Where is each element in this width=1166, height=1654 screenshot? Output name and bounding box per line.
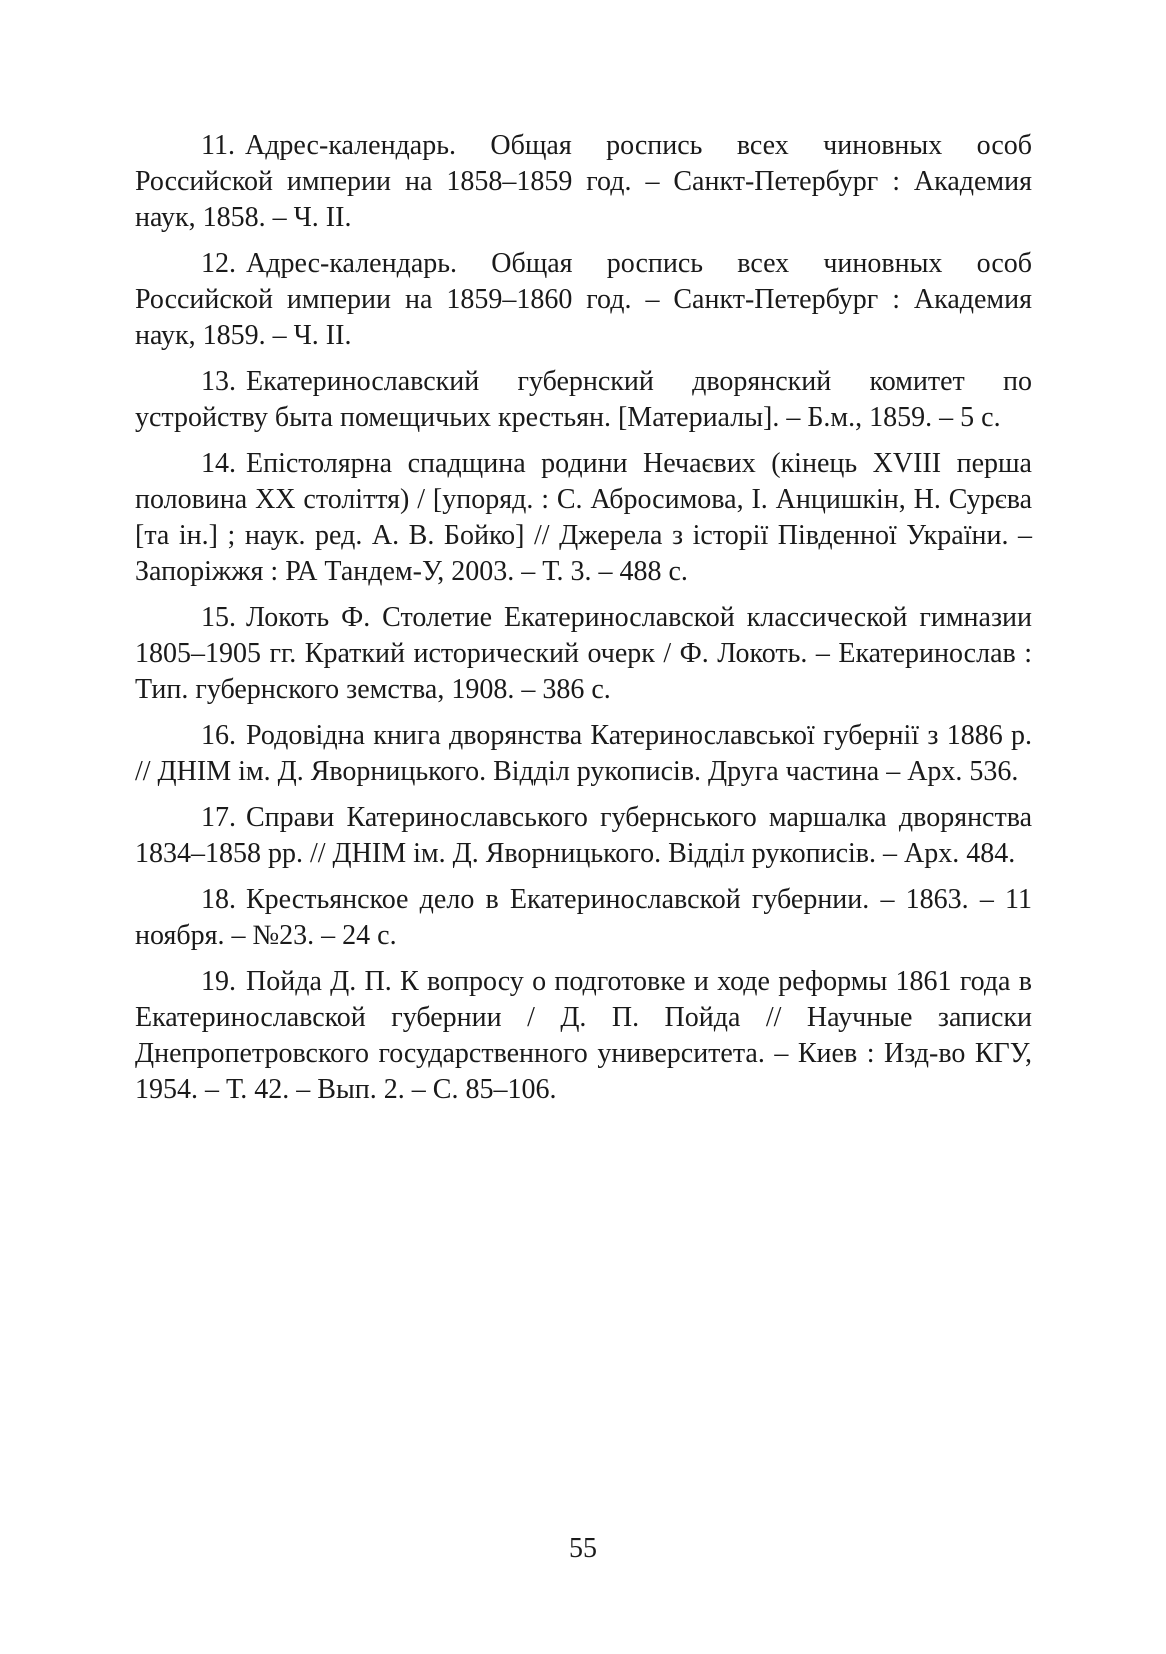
bibliography-entry bbox=[135, 800, 1032, 872]
bibliography-entry bbox=[135, 600, 1032, 708]
entry-text: Локоть Ф. Столетие Екатеринославской классической гимназии 1805–1905 гг. Краткий исторический очерк / Ф. Локоть. – Екатеринослав : Тип. губернского земства, 1908. – 386 с. bbox=[135, 602, 1032, 705]
bibliography-entry bbox=[135, 128, 1032, 236]
entry-text: Адрес-календарь. Общая роспись всех чиновных особ Российской империи на 1859–1860 год. – Санкт-Петербург : Академия наук, 1859. – Ч. II. bbox=[135, 248, 1032, 351]
bibliography-entry bbox=[135, 718, 1032, 790]
bibliography-entry bbox=[135, 964, 1032, 1108]
bibliography-list bbox=[135, 128, 1032, 1118]
entry-text: Екатеринославский губернский дворянский комитет по устройству быта помещичьих крестьян. [Материалы]. – Б.м., 1859. – 5 с. bbox=[135, 366, 1032, 433]
bibliography-entry bbox=[135, 246, 1032, 354]
entry-number: 16. bbox=[201, 720, 236, 751]
entry-text: Адрес-календарь. Общая роспись всех чиновных особ Российской империи на 1858–1859 год. – Санкт-Петербург : Академия наук, 1858. – Ч. II. bbox=[135, 130, 1032, 233]
entry-text: Справи Катеринославського губернського маршалка дворянства 1834–1858 рр. // ДНІМ ім. Д. Яворницького. Відділ рукописів. – Арх. 484. bbox=[135, 802, 1032, 869]
entry-text: Пойда Д. П. К вопросу о подготовке и ходе реформы 1861 года в Екатеринославской губернии / Д. П. Пойда // Научные записки Днепропетровского государственного университета. – Киев : Изд-во КГУ, 1954. – Т. 42. – Вып. 2. – С. 85–106. bbox=[135, 966, 1032, 1105]
page-number: 55 bbox=[569, 1533, 597, 1564]
entry-text: Крестьянское дело в Екатеринославской губернии. – 1863. – 11 ноября. – №23. – 24 с. bbox=[135, 884, 1032, 951]
entry-text: Епістолярна спадщина родини Нечаєвих (кінець XVIII перша половина XX століття) / [упоряд. : С. Абросимова, І. Анцишкін, Н. Сурєва [та ін.] ; наук. ред. А. В. Бойко] // Джерела з історії Південної України. – Запоріжжя : РА Тандем-У, 2003. – Т. 3. – 488 с. bbox=[135, 448, 1032, 587]
entry-number: 15. bbox=[201, 602, 236, 633]
entry-number: 18. bbox=[201, 884, 236, 915]
bibliography-entry bbox=[135, 446, 1032, 590]
entry-number: 11. bbox=[201, 130, 235, 161]
entry-number: 12. bbox=[201, 248, 236, 279]
entry-number: 14. bbox=[201, 448, 236, 479]
entry-number: 19. bbox=[201, 966, 236, 997]
entry-text: Родовідна книга дворянства Катеринославської губернії з 1886 р. // ДНІМ ім. Д. Яворницького. Відділ рукописів. Друга частина – Арх. 536. bbox=[135, 720, 1032, 787]
entry-number: 17. bbox=[201, 802, 236, 833]
bibliography-entry bbox=[135, 364, 1032, 436]
entry-number: 13. bbox=[201, 366, 236, 397]
bibliography-entry bbox=[135, 882, 1032, 954]
